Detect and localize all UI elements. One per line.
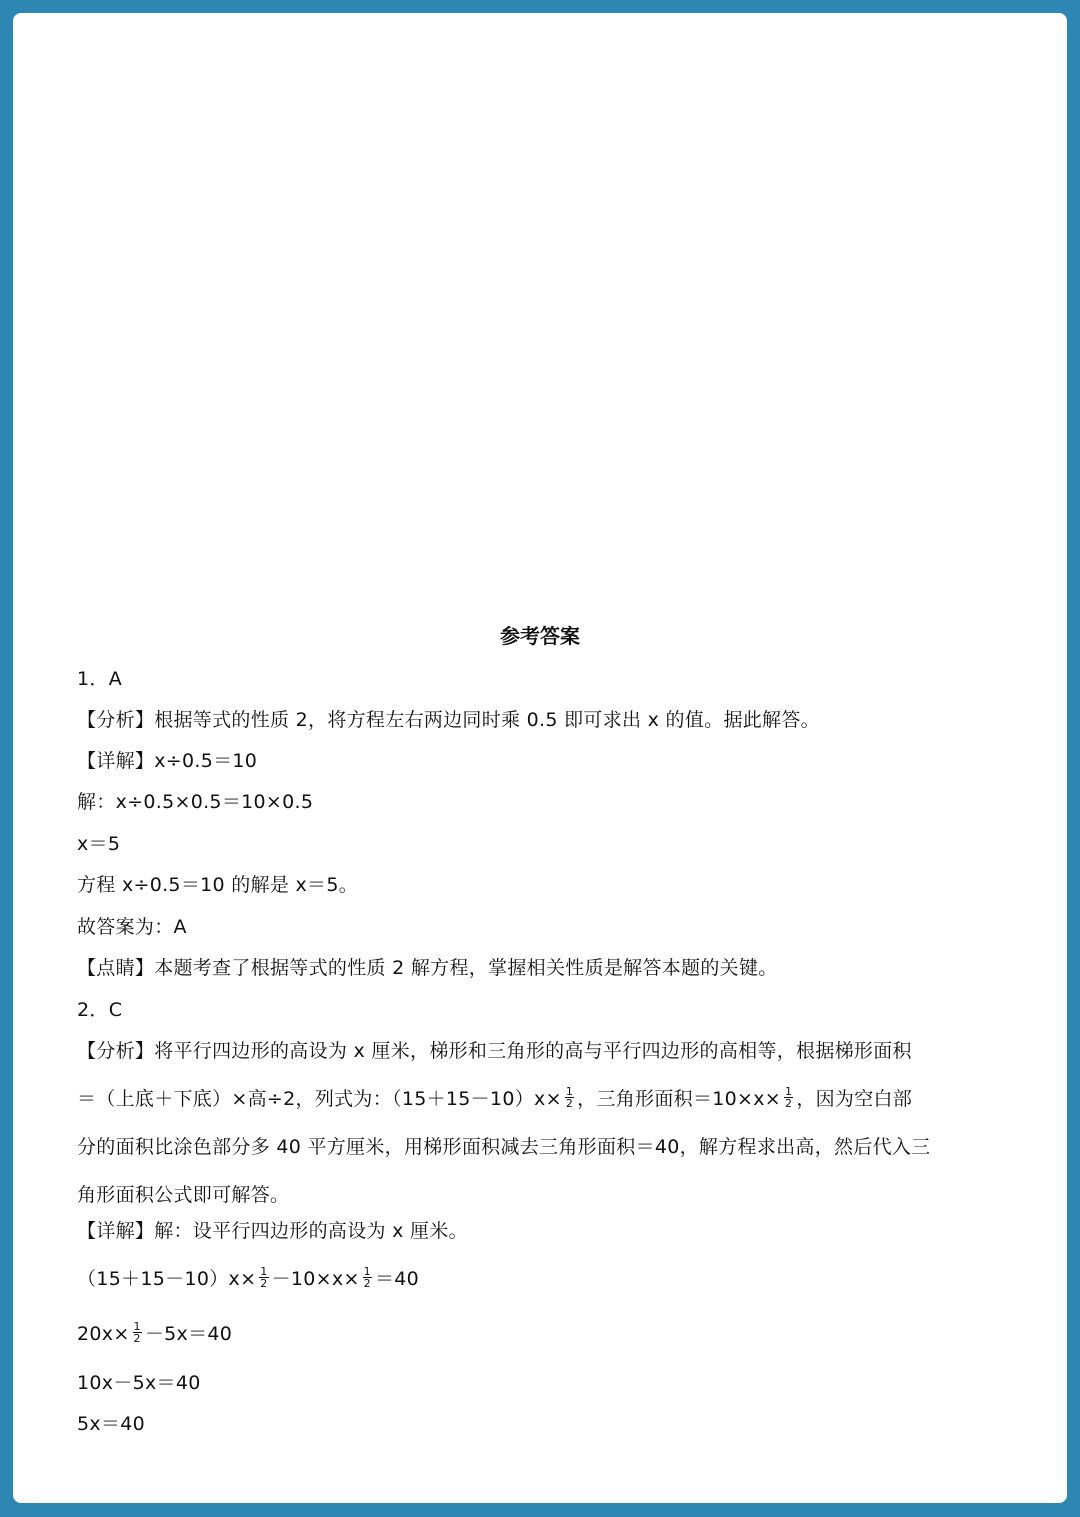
q2-analysis-line1: 【分析】将平行四边形的高设为 x 厘米，梯形和三角形的高与平行四边形的高相等，根据梯形面积 — [77, 1040, 912, 1062]
q2-equation3: 10x－5x＝40 — [77, 1372, 201, 1394]
fraction-denominator: 2 — [260, 1277, 268, 1290]
fraction-numerator: 1 — [260, 1265, 268, 1278]
q1-point: 【点睛】本题考查了根据等式的性质 2 解方程，掌握相关性质是解答本题的关键。 — [77, 957, 778, 979]
fraction-numerator: 1 — [565, 1085, 574, 1098]
fraction-one-half — [363, 1266, 372, 1289]
q1-answer: 故答案为：A — [77, 916, 187, 938]
fraction-numerator: 1 — [363, 1265, 371, 1278]
fraction-denominator: 2 — [133, 1332, 141, 1345]
q1-number: 1．A — [77, 668, 122, 690]
eq1-part2: －10×x× — [271, 1268, 360, 1290]
q2-equation2 — [77, 1321, 232, 1347]
q1-step2: x＝5 — [77, 833, 121, 855]
fraction-numerator: 1 — [133, 1320, 141, 1333]
fraction-one-half — [784, 1086, 793, 1109]
eq1-part3: ＝40 — [374, 1268, 420, 1290]
q2-analysis-line2-part2: ，三角形面积＝10×x× — [577, 1088, 782, 1110]
fraction-one-half — [133, 1321, 142, 1344]
q1-step3: 方程 x÷0.5＝10 的解是 x＝5。 — [77, 874, 359, 896]
q2-detail: 【详解】解：设平行四边形的高设为 x 厘米。 — [77, 1220, 468, 1242]
fraction-one-half — [565, 1086, 574, 1109]
q2-number: 2．C — [77, 999, 123, 1021]
q2-equation4: 5x＝40 — [77, 1413, 146, 1435]
q2-analysis-line2-part1: ＝（上底＋下底）×高÷2，列式为：（15＋15－10）x× — [77, 1088, 562, 1110]
fraction-denominator: 2 — [363, 1277, 371, 1290]
q2-analysis-line3: 分的面积比涂色部分多 40 平方厘米，用梯形面积减去三角形面积＝40，解方程求出高，然后代入三 — [77, 1136, 931, 1158]
q1-analysis: 【分析】根据等式的性质 2，将方程左右两边同时乘 0.5 即可求出 x 的值。据此解答。 — [77, 709, 820, 731]
q2-analysis-line4: 角形面积公式即可解答。 — [77, 1184, 290, 1206]
q2-analysis-line2-part3: ，因为空白部 — [796, 1088, 913, 1110]
fraction-one-half — [259, 1266, 268, 1289]
q2-analysis-line2 — [77, 1075, 1007, 1123]
q2-equation1 — [77, 1266, 419, 1292]
q1-detail: 【详解】x÷0.5＝10 — [77, 750, 258, 772]
fraction-denominator: 2 — [785, 1097, 793, 1110]
fraction-numerator: 1 — [785, 1085, 793, 1098]
fraction-denominator: 2 — [565, 1097, 574, 1110]
eq1-part1: （15＋15－10）x× — [77, 1268, 257, 1290]
q2-analysis — [77, 1027, 1007, 1219]
page-title: 参考答案 — [500, 624, 580, 648]
q1-step1: 解：x÷0.5×0.5＝10×0.5 — [77, 791, 314, 813]
eq2-part1: 20x× — [77, 1323, 130, 1345]
eq2-part2: －5x＝40 — [144, 1323, 233, 1345]
